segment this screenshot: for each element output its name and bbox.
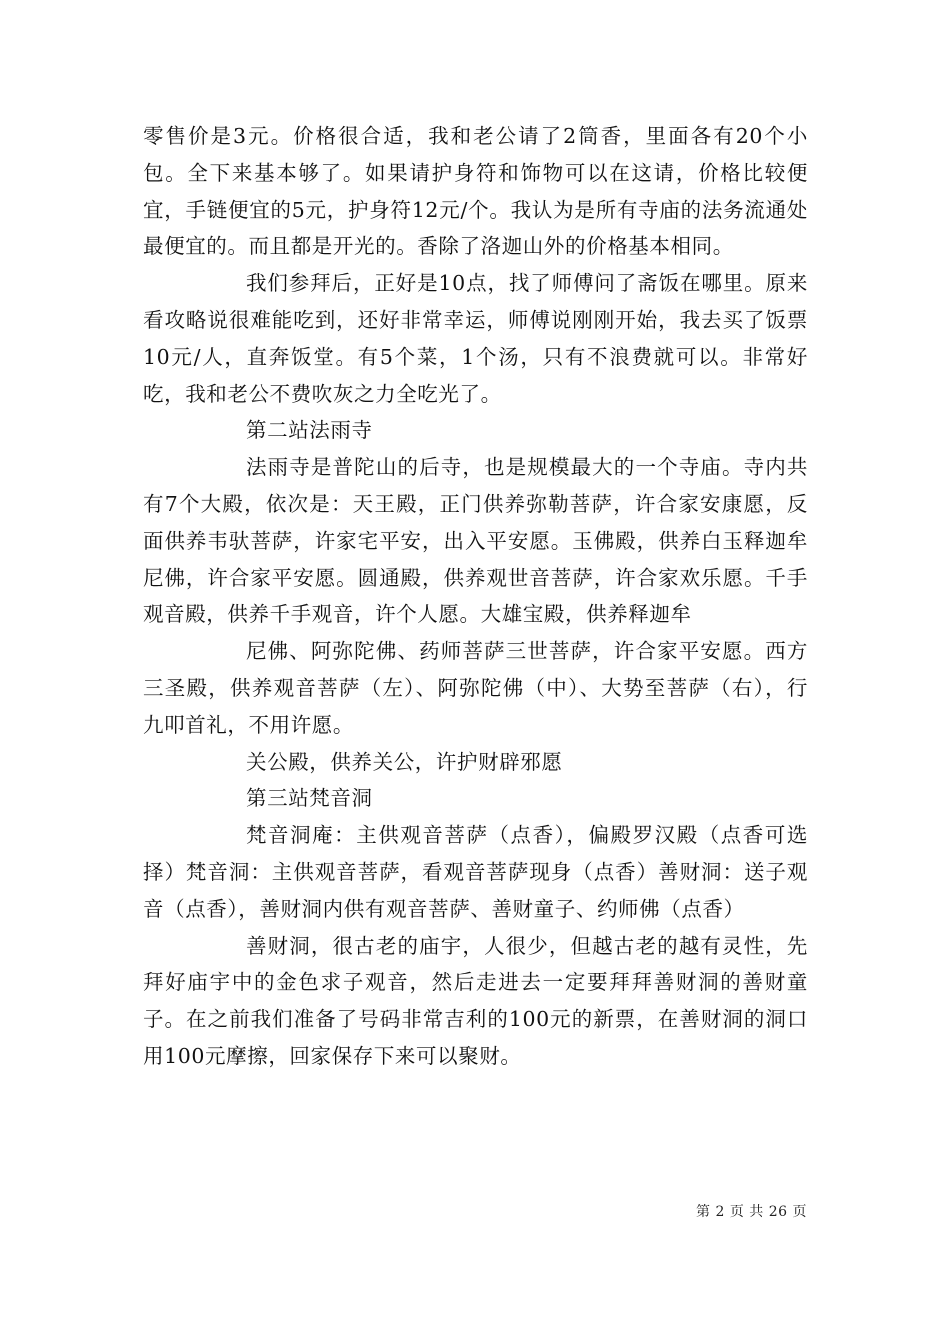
page-body — [143, 118, 808, 1075]
section-heading-fanyin-cave: 第三站梵音洞 — [246, 786, 373, 811]
paragraph-fayu-temple-continued: 尼佛、阿弥陀佛、药师菩萨三世菩萨，许合家平安愿。西方三圣殿，供养观音菩萨（左）、阿弥陀佛（中）、大势至菩萨（右），行九叩首礼，不用许愿。 — [143, 639, 808, 737]
paragraph-price-info: 零售价是3元。价格很合适，我和老公请了2筒香，里面各有20个小包。全下来基本够了。如果请护身符和饰物可以在这请，价格比较便宜，手链便宜的5元，护身符12元/个。我认为是所有寺庙的法务流通处最便宜的。而且都是开光的。香除了洛迦山外的价格基本相同。 — [143, 124, 808, 259]
page-number-footer: 第 2 页 共 26 页 — [696, 1204, 807, 1220]
paragraph-fanyin-cave: 梵音洞庵：主供观音菩萨（点香），偏殿罗汉殿（点香可选择）梵音洞：主供观音菩萨，看观音菩萨现身（点香）善财洞：送子观音（点香），善财洞内供有观音菩萨、善财童子、约师佛（点香） — [143, 823, 808, 921]
paragraph-shancai-cave: 善财洞，很古老的庙宇，人很少，但越古老的越有灵性，先拜好庙宇中的金色求子观音，然后走进去一定要拜拜善财洞的善财童子。在之前我们准备了号码非常吉利的100元的新票，在善财洞的洞口用100元摩擦，回家保存下来可以聚财。 — [143, 933, 808, 1068]
paragraph-vegetarian-meal: 我们参拜后，正好是10点，找了师傅问了斋饭在哪里。原来看攻略说很难能吃到，还好非常幸运，师傅说刚刚开始，我去买了饭票10元/人，直奔饭堂。有5个菜，1个汤，只有不浪费就可以。非常好吃，我和老公不费吹灰之力全吃光了。 — [143, 271, 808, 406]
section-heading-fayu-temple: 第二站法雨寺 — [246, 418, 373, 443]
paragraph-guangong-hall: 关公殿，供养关公，许护财辟邪愿 — [246, 749, 563, 774]
paragraph-fayu-temple: 法雨寺是普陀山的后寺，也是规模最大的一个寺庙。寺内共有7个大殿，依次是：天王殿，正门供养弥勒菩萨，许合家安康愿，反面供养韦驮菩萨，许家宅平安，出入平安愿。玉佛殿，供养白玉释迦牟尼佛，许合家平安愿。圆通殿，供养观世音菩萨，许合家欢乐愿。千手观音殿，供养千手观音，许个人愿。大雄宝殿，供养释迦牟 — [143, 455, 808, 627]
